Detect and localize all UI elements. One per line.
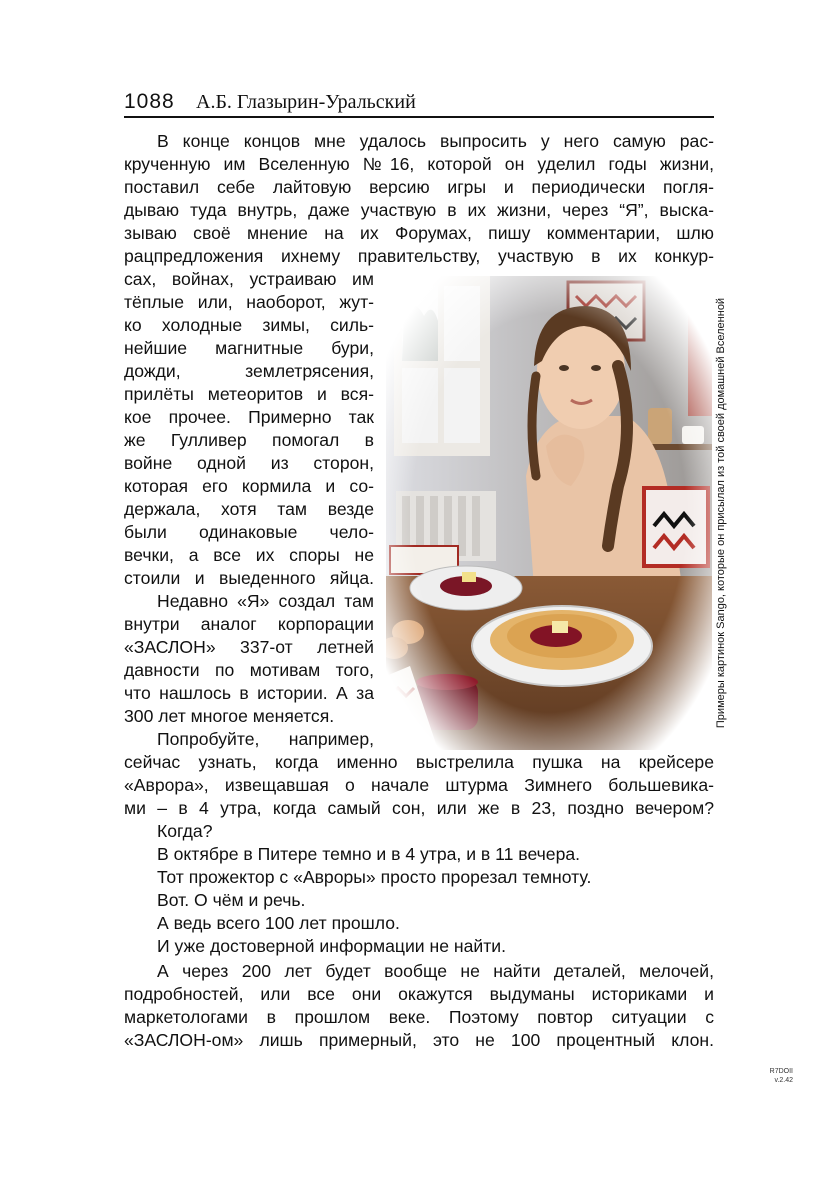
text-line: А через 200 лет будет вообще не найти деталей, мелочей, xyxy=(157,961,714,981)
text-line: же Гулливер помогал в xyxy=(124,430,374,450)
text-line: войне одной из сторон, xyxy=(124,453,374,473)
version-stamp xyxy=(770,1067,793,1085)
text-line: что нашлось в истории. А за xyxy=(124,683,374,703)
text-line: сейчас узнать, когда именно выстрелила пушка на крейсере xyxy=(124,752,714,772)
version-label: v.2.42 xyxy=(774,1077,793,1084)
text-line: давности по мотивам того, xyxy=(124,660,374,680)
page-number: 1088 xyxy=(124,90,175,113)
text-line: И уже достоверной информации не найти. xyxy=(157,936,506,956)
text-line: были одинаковые чело- xyxy=(124,522,374,542)
text-line: «ЗАСЛОН» 337-от летней xyxy=(124,637,374,657)
text-line: В октябре в Питере темно и в 4 утра, и в 11 вечера. xyxy=(157,844,581,864)
text-line: маркетологами в прошлом веке. Поэтому повтор ситуации с xyxy=(124,1007,714,1027)
running-title: А.Б. Глазырин-Уральский xyxy=(196,91,416,113)
text-line: Вот. О чём и речь. xyxy=(157,890,306,910)
build-code: R7DOII xyxy=(769,1068,793,1075)
page-header xyxy=(124,88,714,118)
text-line: дываю туда внутрь, даже участвую в их жизни, через “Я”, выска- xyxy=(124,200,714,220)
text-line: Недавно «Я» создал там xyxy=(157,591,374,611)
text-line: вечки, а все их споры не xyxy=(124,545,374,565)
text-line: внутри аналог корпорации xyxy=(124,614,374,634)
text-line: зываю своё мнение на их Форумах, пишу комментарии, шлю xyxy=(124,223,714,243)
text-line: держала, хотя там везде xyxy=(124,499,374,519)
text-line: поставил себе лайтовую версию игры и периодически погля- xyxy=(124,177,714,197)
text-line: нейшие магнитные бури, xyxy=(124,338,374,358)
text-line: Когда? xyxy=(157,821,213,841)
text-line: В конце концов мне удалось выпросить у него самую рас- xyxy=(157,131,714,151)
text-line: рацпредложения ихнему правительству, участвую в их конкур- xyxy=(124,246,714,266)
illustration xyxy=(386,276,712,750)
text-line: тёплые или, наоборот, жут- xyxy=(124,292,374,312)
text-line: А ведь всего 100 лет прошло. xyxy=(157,913,400,933)
text-line: ко холодные зимы, силь- xyxy=(124,315,374,335)
text-line: которая его кормила и со- xyxy=(124,476,374,496)
text-line: ми – в 4 утра, когда самый сон, или же в 23, поздно вечером? xyxy=(124,798,714,818)
text-line: сах, войнах, устраиваю им xyxy=(124,269,374,289)
text-line: Тот прожектор с «Авроры» просто прорезал темноту. xyxy=(157,867,592,887)
text-line: прилёты метеоритов и вся- xyxy=(124,384,374,404)
text-line: подробностей, или все они окажутся выдуманы историками и xyxy=(124,984,714,1004)
text-line: «ЗАСЛОН-ом» лишь примерный, это не 100 процентный клон. xyxy=(124,1030,714,1050)
text-line: 300 лет многое меняется. xyxy=(124,706,335,726)
figure-caption: Примеры картинок Sango, которые он присылал из той своей домашней Вселенной xyxy=(715,297,727,729)
text-line: Попробуйте, например, xyxy=(157,729,374,749)
text-line: дожди, землетрясения, xyxy=(124,361,374,381)
text-line: кое прочее. Примерно так xyxy=(124,407,374,427)
text-line: крученную им Вселенную №16, которой он уделил годы жизни, xyxy=(124,154,714,174)
text-line: стоили и выеденного яйца. xyxy=(124,568,374,588)
text-line: «Аврора», извещавшая о начале штурма Зимнего большевика- xyxy=(124,775,714,795)
